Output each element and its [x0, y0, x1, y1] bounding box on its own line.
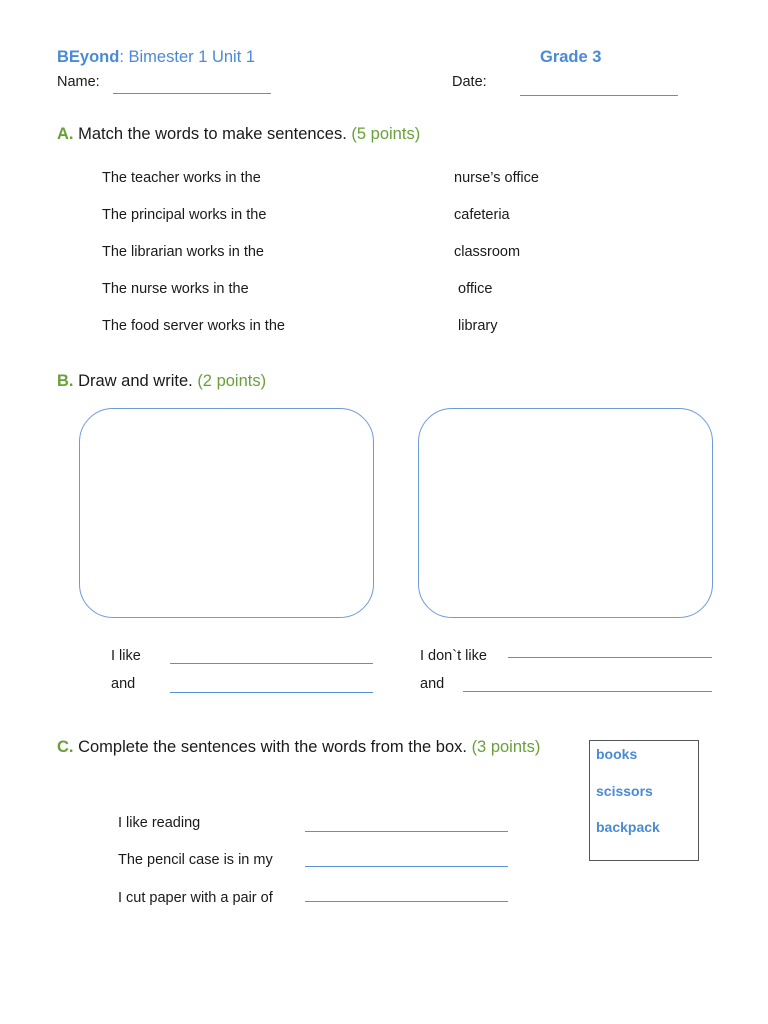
word-books: books	[596, 746, 638, 762]
unit-subtitle: : Bimester 1 Unit 1	[119, 48, 256, 66]
section-a-points: (5 points)	[351, 125, 421, 143]
sentence-3: I cut paper with a pair of	[118, 890, 273, 906]
i-dont-like-field[interactable]	[508, 657, 712, 658]
match-right-3[interactable]: classroom	[454, 244, 521, 260]
section-c-letter: C.	[57, 738, 74, 756]
match-left-2[interactable]: The principal works in the	[102, 207, 267, 223]
match-left-3[interactable]: The librarian works in the	[102, 244, 264, 260]
section-b-points: (2 points)	[197, 372, 267, 390]
section-c-instruction: Complete the sentences with the words from the box.	[78, 738, 467, 756]
dislike-and-label: and	[420, 676, 445, 692]
section-a-heading	[57, 125, 420, 144]
name-field[interactable]	[113, 93, 271, 94]
drawing-box-dislike[interactable]	[418, 408, 713, 618]
match-left-1[interactable]: The teacher works in the	[102, 170, 261, 186]
word-backpack: backpack	[596, 819, 660, 835]
section-c-points: (3 points)	[471, 738, 541, 756]
section-b-instruction: Draw and write.	[78, 372, 193, 390]
dislike-and-field[interactable]	[463, 691, 712, 692]
date-label: Date:	[452, 74, 487, 90]
section-a-instruction: Match the words to make sentences.	[78, 125, 347, 143]
name-label: Name:	[57, 74, 100, 90]
section-c-heading	[57, 738, 540, 757]
section-a-letter: A.	[57, 125, 74, 143]
grade-label: Grade 3	[540, 48, 602, 66]
word-scissors: scissors	[596, 783, 653, 799]
i-dont-like-label: I don`t like	[420, 648, 487, 664]
date-field[interactable]	[520, 95, 678, 96]
drawing-box-like[interactable]	[79, 408, 374, 618]
match-left-4[interactable]: The nurse works in the	[102, 281, 249, 297]
match-right-4[interactable]: office	[458, 281, 493, 297]
like-and-label: and	[111, 676, 136, 692]
sentence-3-field[interactable]	[305, 901, 508, 902]
section-b-letter: B.	[57, 372, 74, 390]
match-right-2[interactable]: cafeteria	[454, 207, 510, 223]
i-like-label: I like	[111, 648, 141, 664]
sentence-2-field[interactable]	[305, 866, 508, 867]
match-right-5[interactable]: library	[458, 318, 498, 334]
sentence-2: The pencil case is in my	[118, 852, 273, 868]
section-b-heading	[57, 372, 266, 391]
sentence-1-field[interactable]	[305, 831, 508, 832]
sentence-1: I like reading	[118, 815, 201, 831]
i-like-field[interactable]	[170, 663, 373, 664]
match-right-1[interactable]: nurse’s office	[454, 170, 539, 186]
brand-name: BEyond	[57, 48, 120, 66]
worksheet-title	[57, 48, 255, 67]
match-left-5[interactable]: The food server works in the	[102, 318, 285, 334]
word-box	[589, 740, 699, 861]
like-and-field[interactable]	[170, 692, 373, 693]
